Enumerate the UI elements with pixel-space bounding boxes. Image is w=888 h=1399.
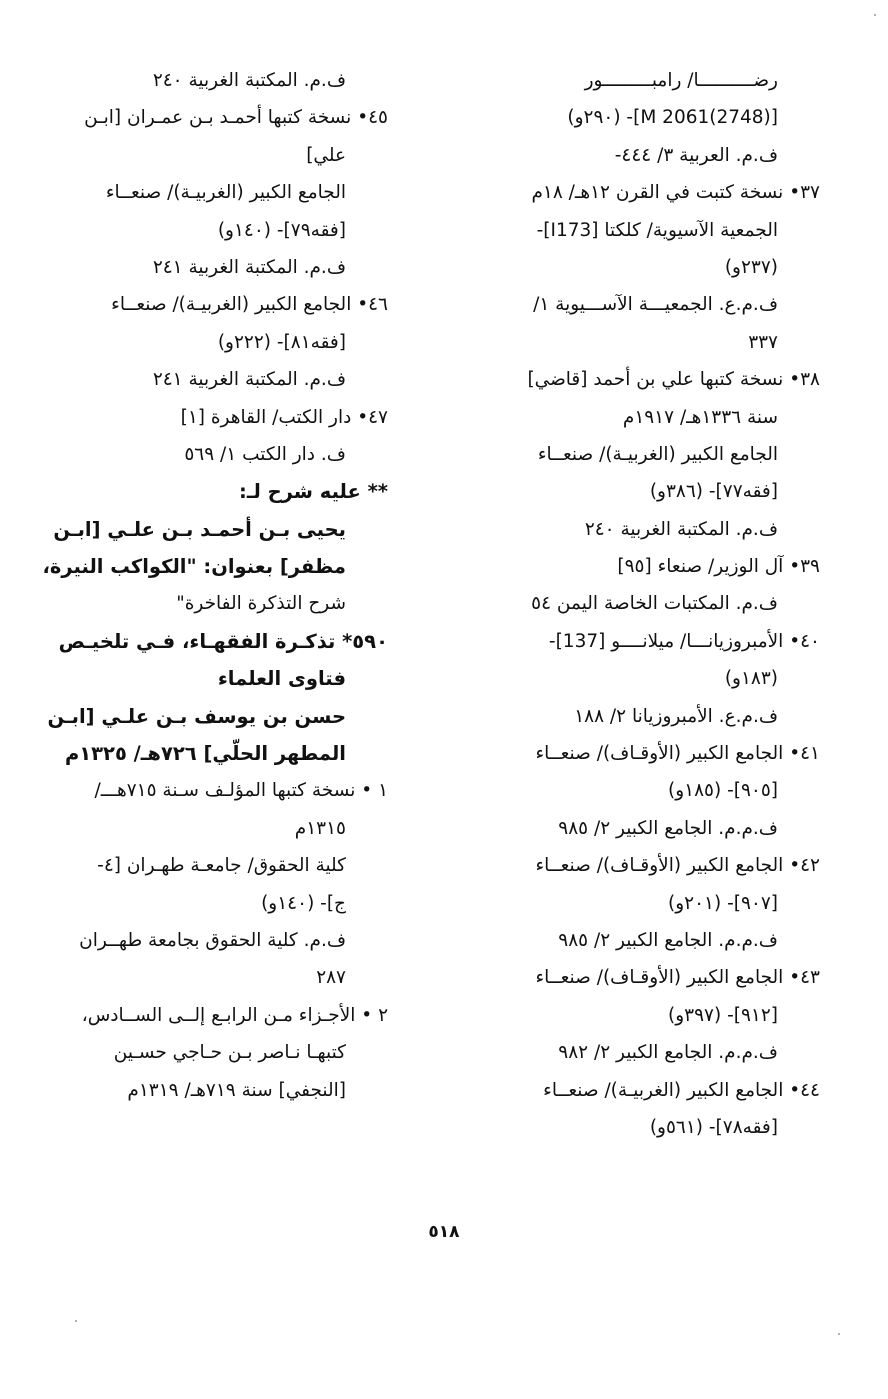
right-column (498, 62, 820, 1146)
text-line: ٤٤• الجامع الكبير (الغربيـة)/ صنعــاء (543, 1079, 820, 1101)
text-line: رضــــــــــا/ رامبـــــــــور (584, 70, 778, 91)
text-line: علي] (306, 144, 346, 166)
text-line: ف.م. المكتبة الغربية ٢٤٠ (584, 518, 778, 540)
text-line: ف.م. المكتبة الغربية ٢٤١ (152, 369, 346, 391)
text-line: ٤٢• الجامع الكبير (الأوقـاف)/ صنعــاء (535, 855, 820, 877)
text-line: ف.م. المكتبة الغربية ٢٤٠ (152, 70, 346, 91)
text-line: ٣٩• آل الوزير/ صنعاء [٩٥] (617, 556, 820, 578)
text-line: كلية الحقوق/ جامعـة طهـران [٤- (97, 855, 346, 877)
text-line: [فقه٧٧]- (٣٨٦و) (649, 481, 778, 503)
text-line: ف.م.م. الجامع الكبير ٢/ ٩٨٢ (558, 1042, 778, 1064)
text-line: ف.م. كلية الحقوق بجامعة طهــران (79, 929, 346, 951)
text-line: (١٨٣و) (724, 668, 778, 690)
text-line: ف.م. المكتبات الخاصة اليمن ٥٤ (531, 593, 778, 615)
text-line: [٩٠٥]- (١٨٥و) (668, 780, 778, 802)
text-line: ف.م.م. الجامع الكبير ٢/ ٩٨٥ (558, 929, 778, 951)
text-line: [فقه٨١]- (٢٢٢و) (217, 331, 346, 353)
text-line: فتاوى العلماء (217, 667, 346, 691)
text-line: سنة ١٣٣٦هـ/ ١٩١٧م (622, 406, 778, 428)
text-line: ٤٧• دار الكتب/ القاهرة [١] (180, 406, 388, 428)
text-line: [فقه٧٨]- (٥٦١و) (649, 1116, 778, 1138)
text-line: شرح التذكرة الفاخرة" (176, 593, 346, 615)
text-line: [٩٠٧]- (٢٠١و) (668, 892, 778, 914)
text-line: ١ • نسخة كتبها المؤلـف سـنة ٧١٥هـــ/ (94, 780, 388, 802)
text-line: ٤٣• الجامع الكبير (الأوقـاف)/ صنعــاء (535, 967, 820, 989)
text-line: ف.م. المكتبة الغربية ٢٤١ (152, 256, 346, 278)
text-line: ٢ • الأجـزاء مـن الرابـع إلــى الســادس، (81, 1004, 388, 1026)
text-line: ٣٨• نسخة كتبها علي بن أحمد [قاضي] (527, 369, 820, 391)
scan-speck (874, 14, 876, 16)
text-line: ف.م. العربية ٣/ ٤٤٤- (614, 144, 778, 166)
text-line: ٤٥• نسخة كتبها أحمـد بـن عمـران [ابـن (84, 107, 388, 129)
text-line: الجامع الكبير (الغربيـة)/ صنعــاء (105, 182, 346, 204)
text-line: كتبهـا نـاصر بـن حـاجي حسـين (113, 1042, 346, 1064)
text-line: ٤١• الجامع الكبير (الأوقـاف)/ صنعــاء (535, 743, 820, 765)
text-line: حسن بن يوسف بـن علـي [ابـن (47, 704, 346, 728)
page-number: ٥١٨ (428, 1222, 460, 1242)
text-line: ٣٧• نسخة كتبت في القرن ١٢هـ/ ١٨م (531, 182, 820, 204)
scan-speck (75, 1320, 77, 1322)
text-line: ٥٩٠* تذكـرة الفقهـاء، فـي تلخيـص (58, 629, 388, 653)
text-line: ١٣١٥م (294, 817, 346, 839)
text-line: ** عليه شرح لـ: (239, 480, 388, 504)
text-line: ف.م.ع. الأمبروزيانا ٢/ ١٨٨ (574, 705, 778, 727)
left-column (42, 62, 388, 1109)
text-line: [فقه٧٩]- (١٤٠و) (217, 219, 346, 241)
text-line: ٤٦• الجامع الكبير (الغربيـة)/ صنعــاء (111, 294, 388, 316)
text-line: ف.م.م. الجامع الكبير ٢/ ٩٨٥ (558, 817, 778, 839)
text-line: (٢٣٧و) (724, 256, 778, 278)
text-line: يحيى بـن أحمـد بـن علـي [ابـن (53, 517, 346, 541)
text-line: ف.م.ع. الجمعيـــة الآســـيوية ١/ (533, 294, 778, 316)
text-line: [٩١٢]- (٣٩٧و) (668, 1004, 778, 1026)
text-line: الجمعية الآسيوية/ كلكتا [I173]- (536, 219, 778, 241)
text-line: الجامع الكبير (الغربيـة)/ صنعــاء (537, 443, 778, 465)
text-line: ج]- (١٤٠و) (261, 892, 346, 914)
text-line: مظفر] بعنوان: "الكواكب النيرة، (42, 555, 346, 579)
text-line: ف. دار الكتب ١/ ٥٦٩ (184, 443, 346, 465)
scan-speck (838, 1333, 840, 1335)
text-line: ٣٣٧ (748, 331, 778, 353)
text-line: [M 2061(2748)]- (٢٩٠و) (567, 107, 778, 129)
text-line: المطهر الحلّي] ٧٢٦هـ/ ١٣٢٥م (64, 742, 346, 766)
text-line: ٢٨٧ (316, 967, 346, 989)
text-line: ٤٠• الأمبروزيانـــا/ ميلانــــو [137]- (548, 630, 820, 652)
text-line: [النجفي] سنة ٧١٩هـ/ ١٣١٩م (127, 1079, 346, 1101)
